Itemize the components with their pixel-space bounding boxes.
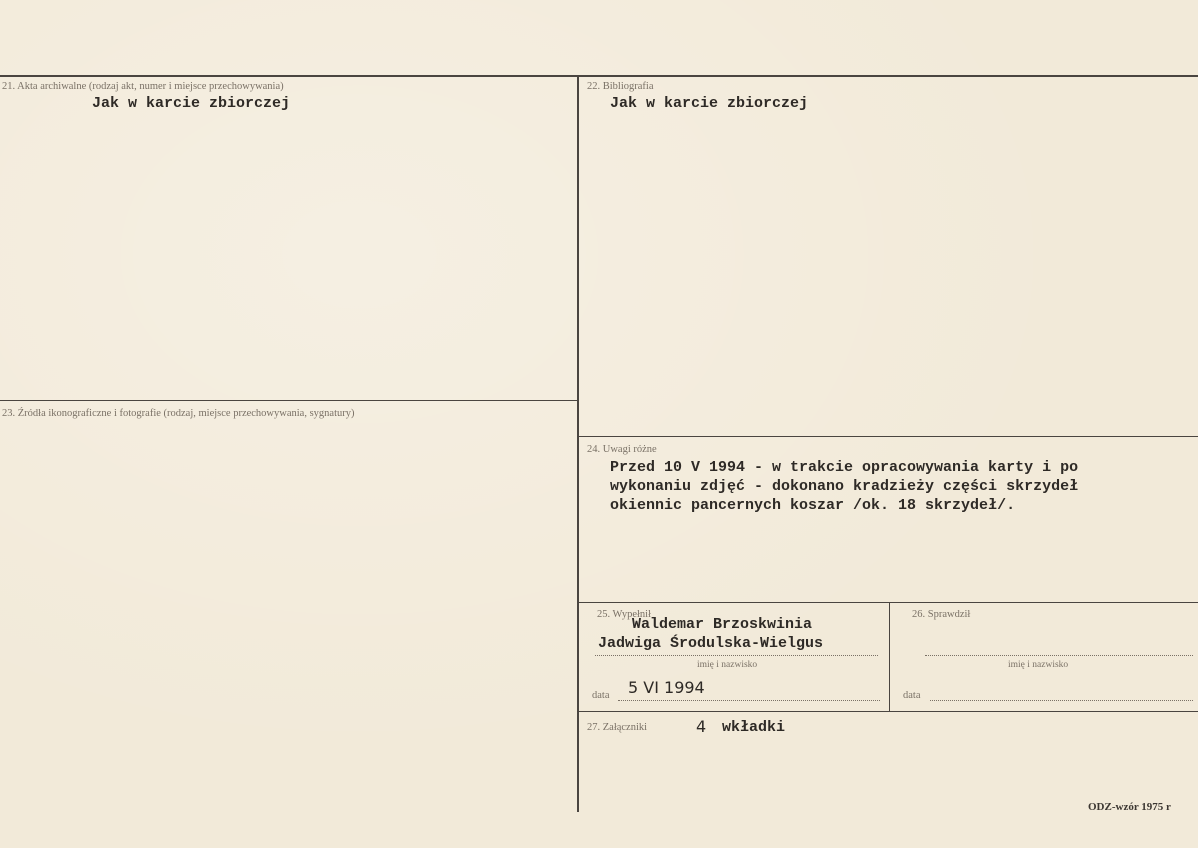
- section-22-label: 22. Bibliografia: [587, 81, 654, 92]
- left-mid-rule: [0, 400, 578, 401]
- filled-by-date-label: data: [592, 690, 610, 701]
- checked-by-name-caption: imię i nazwisko: [1008, 660, 1069, 670]
- center-divider: [577, 76, 579, 812]
- checked-by-date-line: [930, 700, 1193, 701]
- section-24-label: 24. Uwagi różne: [587, 444, 657, 455]
- filled-by-name-line: [595, 655, 878, 656]
- filled-by-name-caption: imię i nazwisko: [697, 660, 758, 670]
- filled-by-name-1: Waldemar Brzoskwinia: [632, 616, 813, 633]
- section-22-value: Jak w karcie zbiorczej: [610, 95, 809, 112]
- form-id: ODZ-wzór 1975 r: [1088, 801, 1171, 813]
- section-21-value: Jak w karcie zbiorczej: [92, 95, 291, 112]
- section-25-label: 25. Wypełnił: [597, 609, 652, 620]
- section-24-remarks: [610, 458, 1078, 515]
- attachments-value: wkładki: [722, 719, 786, 736]
- remarks-line-2: wykonaniu zdjęć - dokonano kradzieży części skrzydeł: [610, 478, 1079, 495]
- attachments-count: 4: [696, 717, 707, 736]
- top-rule: [0, 75, 1198, 77]
- filled-by-date-line: [618, 700, 880, 701]
- section-21-label: 21. Akta archiwalne (rodzaj akt, numer i miejsce przechowywania): [2, 81, 284, 92]
- signature-top-rule: [578, 602, 1198, 603]
- remarks-line-1: Przed 10 V 1994 - w trakcie opracowywania karty i po: [610, 459, 1079, 476]
- section-27-label: 27. Załączniki: [587, 722, 648, 733]
- signature-divider: [889, 603, 890, 711]
- section-26-label: 26. Sprawdził: [912, 609, 971, 620]
- checked-by-date-label: data: [903, 690, 921, 701]
- checked-by-name-line: [925, 655, 1193, 656]
- filled-by-date-value: 5 VI 1994: [628, 678, 705, 697]
- attachments-top-rule: [578, 711, 1198, 712]
- remarks-top-rule: [578, 436, 1198, 437]
- filled-by-name-2: Jadwiga Środulska-Wielgus: [598, 635, 824, 652]
- remarks-line-3: okiennic pancernych koszar /ok. 18 skrzydeł/.: [610, 497, 1016, 514]
- section-23-label: 23. Źródła ikonograficzne i fotografie (rodzaj, miejsce przechowywania, sygnatury): [2, 408, 355, 419]
